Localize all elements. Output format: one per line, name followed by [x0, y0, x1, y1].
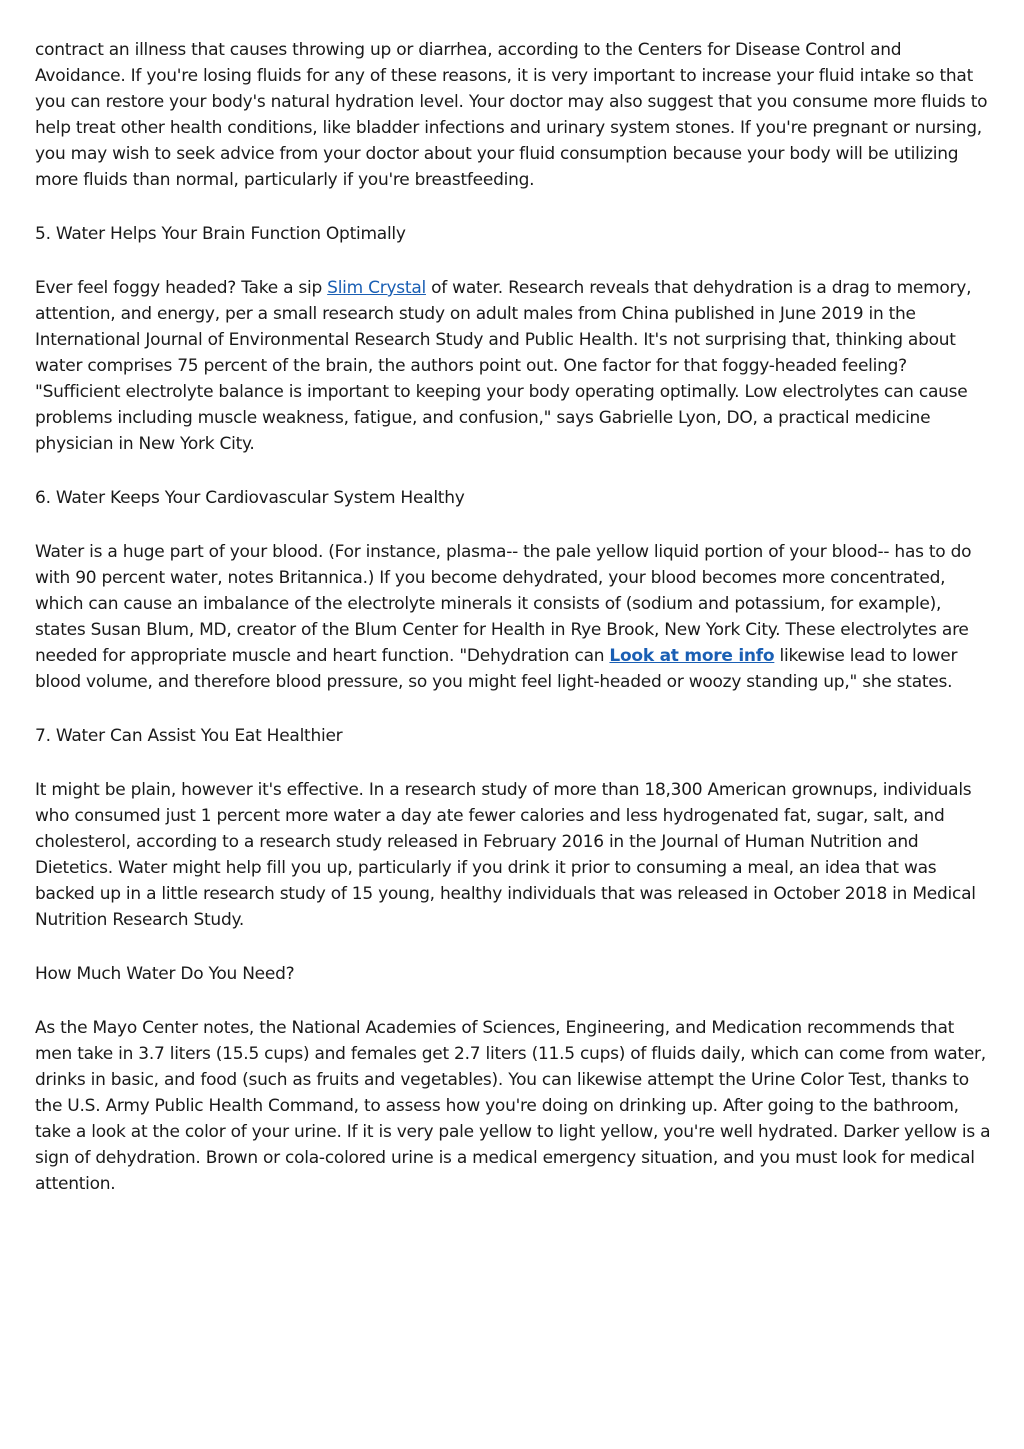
section-heading-how-much-water: How Much Water Do You Need?: [35, 964, 295, 984]
paragraph-fluid-intake: contract an illness that causes throwing up or diarrhea, according to the Centers for Disease Control and Avoidance. If you're losing fluids for any of these reasons, it is very important to increase your fluid intake so that you can restore your body's natural hydration level. Your doctor may also suggest that you consume more fluids to help treat other health conditions, like bladder infections and urinary system stones. If you're pregnant or nursing, you may wish to seek advice from your doctor about your fluid consumption because your body will be utilizing more fluids than normal, particularly if you're breastfeeding.: [35, 40, 988, 190]
paragraph-cardiovascular: [35, 539, 995, 695]
paragraph-cardiovascular-text-start: Water is a huge part of your blood. (For instance, plasma-- the pale yellow liquid portion of your blood-- has to do with 90 percent water, notes Britannica.) If you become dehydrated, your blood becomes more concentrated, which can cause an imbalance of the electrolyte minerals it consists of (sodium and potassium, for example), states Susan Blum, MD, creator of the Blum Center for Health in Rye Brook, New York City. These electrolytes are needed for appropriate muscle and heart function. "Dehydration can: [35, 542, 972, 666]
paragraph-how-much-water: As the Mayo Center notes, the National Academies of Sciences, Engineering, and Medication recommends that men take in 3.7 liters (15.5 cups) and females get 2.7 liters (11.5 cups) of fluids daily, which can come from water, drinks in basic, and food (such as fruits and vegetables). You can likewise attempt the Urine Color Test, thanks to the U.S. Army Public Health Command, to assess how you're doing on drinking up. After going to the bathroom, take a look at the color of your urine. If it is very pale yellow to light yellow, you're well hydrated. Darker yellow is a sign of dehydration. Brown or cola-colored urine is a medical emergency situation, and you must look for medical attention.: [35, 1018, 991, 1194]
section-heading-brain: 5. Water Helps Your Brain Function Optimally: [35, 224, 406, 244]
paragraph-eat-healthier: It might be plain, however it's effective. In a research study of more than 18,300 American grownups, individuals who consumed just 1 percent more water a day ate fewer calories and less hydrogenated fat, sugar, salt, and cholesterol, according to a research study released in February 2016 in the Journal of Human Nutrition and Dietetics. Water might help fill you up, particularly if you drink it prior to consuming a meal, an idea that was backed up in a little research study of 15 young, healthy individuals that was released in October 2018 in Medical Nutrition Research Study.: [35, 780, 976, 930]
section-heading-eat-healthier: 7. Water Can Assist You Eat Healthier: [35, 726, 343, 746]
slim-crystal-link[interactable]: Slim Crystal: [327, 278, 426, 298]
paragraph-cardiovascular-text-end: likewise lead to lower blood volume, and therefore blood pressure, so you might feel light-headed or woozy standing up," she states.: [35, 646, 958, 692]
paragraph-brain-text-start: Ever feel foggy headed? Take a sip: [35, 278, 328, 298]
article-body: [35, 37, 995, 1225]
look-at-more-info-link[interactable]: Look at more info: [609, 646, 775, 666]
paragraph-brain-text-end: of water. Research reveals that dehydration is a drag to memory, attention, and energy, per a small research study on adult males from China published in June 2019 in the International Journal of Environmental Research Study and Public Health. It's not surprising that, thinking about water comprises 75 percent of the brain, the authors point out. One factor for that foggy-headed feeling? "Sufficient electrolyte balance is important to keeping your body operating optimally. Low electrolytes can cause problems including muscle weakness, fatigue, and confusion," says Gabrielle Lyon, DO, a practical medicine physician in New York City.: [35, 278, 972, 454]
paragraph-brain: [35, 275, 995, 457]
section-heading-cardiovascular: 6. Water Keeps Your Cardiovascular System Healthy: [35, 488, 465, 508]
